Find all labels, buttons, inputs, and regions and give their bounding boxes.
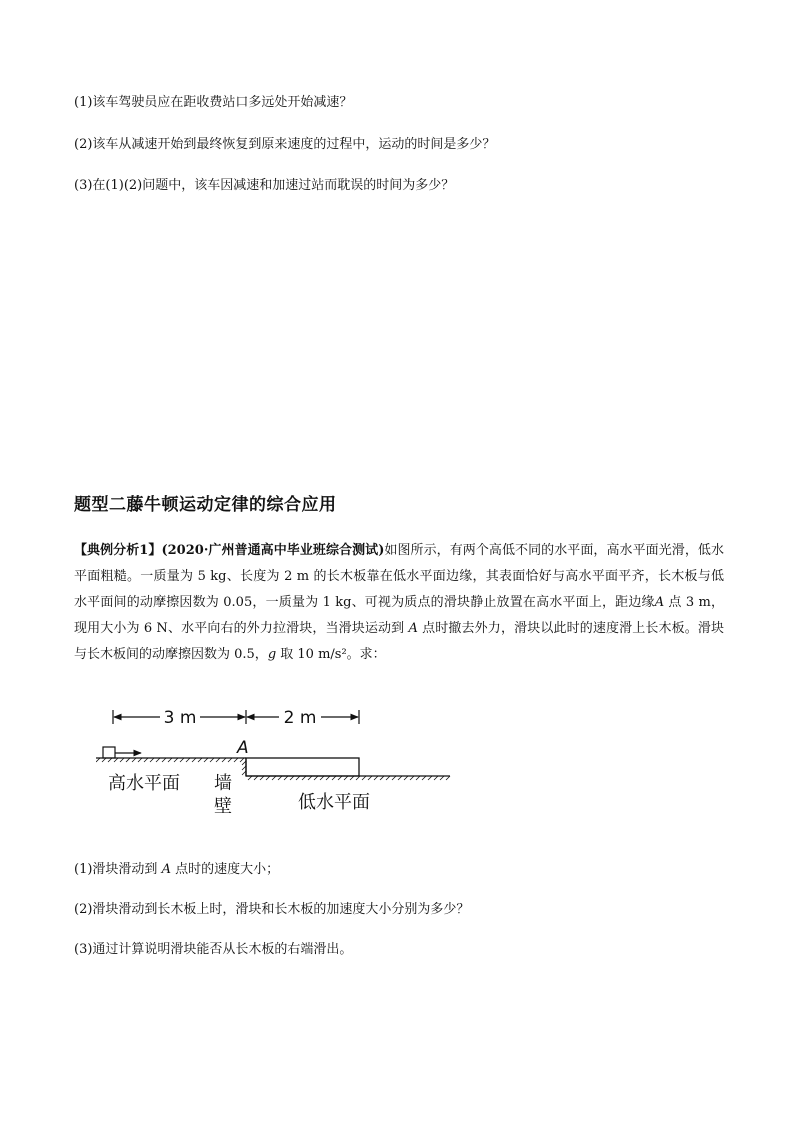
question-2-bottom: (2)滑块滑动到长木板上时，滑块和长木板的加速度大小分别为多少？ (74, 902, 470, 917)
question-1-bottom-prefix: (1)滑块滑动到 (74, 862, 162, 877)
example-text-3: 点时撤去外力，滑块以此时的速度滑上长木板。滑块与长木板间的动摩擦因数为 0.5， (74, 621, 724, 662)
question-1-top: (1)该车驾驶员应在距收费站口多远处开始减速？ (74, 95, 353, 110)
wall-label-line1: 墙 (214, 773, 232, 794)
question-1-bottom-suffix: 点时的速度大小； (170, 862, 280, 877)
point-a-ref-2: A (408, 621, 418, 636)
physics-diagram (96, 700, 456, 825)
low-surface-label: 低水平面 (298, 792, 370, 813)
example-text-1: 如图所示，有两个高低不同的水平面，高水平面光滑，低水平面粗糙。一质量为 5 kg、长度为 2 m 的长木板靠在低水平面边缘，其表面恰好与高水平面平齐，长木板与低水平面间的动摩擦因数为 0.05，一质量为 1 kg、可视为质点的滑块静止放置在高水平面上，距边缘 (74, 543, 724, 610)
section-heading: 题型二藤牛顿运动定律的综合应用 (74, 495, 337, 515)
example-text-4: 取 10 m/s²。求： (276, 647, 386, 662)
example-source: (2020·广州普通高中毕业班综合测试) (161, 543, 385, 558)
point-a-ref-1: A (654, 595, 665, 610)
long-board (246, 758, 359, 776)
question-1-bottom-point: A (161, 862, 171, 877)
slider-block (103, 747, 115, 758)
question-3-top: (3)在(1)(2)问题中，该车因减速和加速过站而耽误的时间为多少？ (74, 178, 455, 193)
question-3-bottom: (3)通过计算说明滑块能否从长木板的右端滑出。 (74, 942, 353, 957)
point-a-label: A (237, 738, 249, 758)
g-symbol: g (267, 647, 277, 662)
high-surface-label: 高水平面 (108, 773, 180, 794)
dim-label-left: 3 m (163, 708, 197, 728)
question-2-top: (2)该车从减速开始到最终恢复到原来速度的过程中，运动的时间是多少？ (74, 137, 496, 152)
example-text-2: 点 3 m，现用大小为 6 N、水平向右的外力拉滑块，当滑块运动到 (74, 595, 724, 636)
question-1-bottom (74, 861, 279, 879)
example-tag: 【典例分析1】 (74, 543, 162, 558)
wall-label-line2: 壁 (214, 796, 232, 817)
dim-label-right: 2 m (283, 708, 317, 728)
example-paragraph (74, 538, 724, 668)
